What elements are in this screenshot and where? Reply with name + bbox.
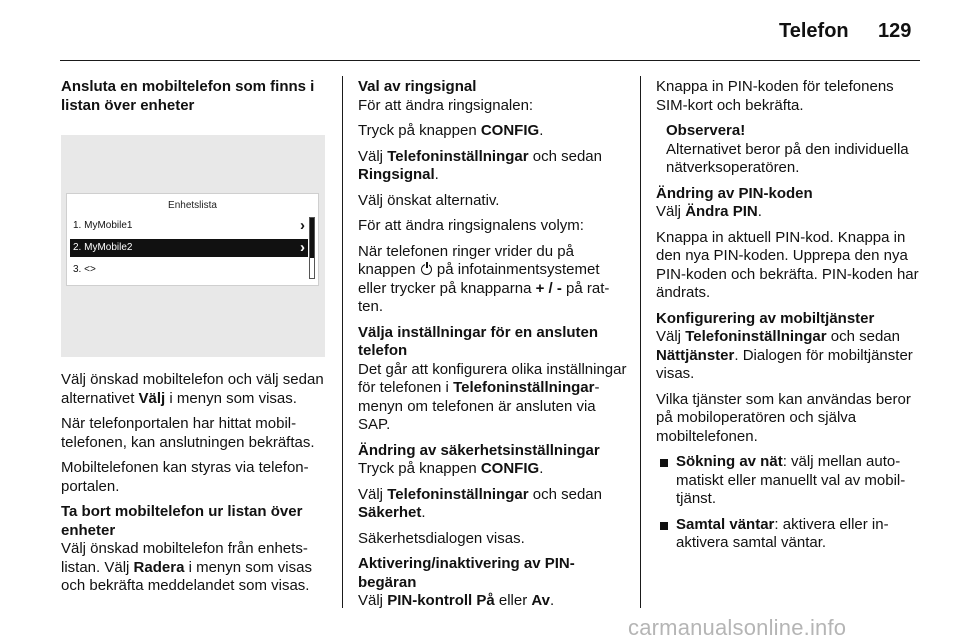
column-divider-1 xyxy=(342,76,343,608)
device-list-item-label: 1. MyMobile1 xyxy=(73,220,133,231)
note-text: Alternativet beror på den individuella nätverksoperatören. xyxy=(666,140,909,176)
section-heading: Ändring av PIN-koden xyxy=(656,184,813,202)
column-3 xyxy=(656,78,922,560)
section-heading: Aktivering/inaktivering av PIN-begäran xyxy=(358,555,575,591)
device-list-screen-image xyxy=(61,135,325,357)
section-heading: Ändring av säkerhetsinställningar xyxy=(358,441,600,459)
device-list-item xyxy=(70,261,308,279)
note-box xyxy=(656,122,922,178)
list-item: Samtal väntar: aktivera eller inaktivera samtal väntar. xyxy=(658,516,922,553)
paragraph: När telefonen ringer vrider du på knappen på infotainmentsystemet eller trycker på knapparna + / - på ratten. xyxy=(358,242,610,315)
section-heading: Välja inställningar för en ansluten telefon xyxy=(358,323,599,359)
paragraph: Tryck på knappen CONFIG. xyxy=(358,122,544,139)
power-knob-icon xyxy=(421,264,432,275)
paragraph: Välj Telefoninställningar och sedan Ringsignal. xyxy=(358,147,602,183)
paragraph: Det går att konfigurera olika inställningar för telefonen i Telefoninställningar-menyn om telefonen är ansluten via SAP. xyxy=(358,360,627,433)
paragraph: Säkerhetsdialogen visas. xyxy=(358,529,525,547)
paragraph: För att ändra ringsignalens volym: xyxy=(358,217,584,234)
paragraph: Tryck på knappen CONFIG. xyxy=(358,460,544,477)
column-1 xyxy=(61,78,325,603)
paragraph: Välj önskad mobiltelefon och välj sedan alternativet Välj i menyn som visas. xyxy=(61,371,324,407)
paragraph: Välj önskad mobiltelefon från enhetslistan. Välj Radera i menyn som visas och bekräfta meddelandet som visas. xyxy=(61,540,312,594)
column-divider-2 xyxy=(640,76,641,608)
paragraph: Välj Ändra PIN. xyxy=(656,203,762,220)
section-heading: Val av ringsignal xyxy=(358,78,477,95)
chevron-right-icon: › xyxy=(300,217,305,234)
page-title: Telefon xyxy=(779,20,849,42)
watermark: carmanualsonline.info xyxy=(628,615,847,640)
page-number: 129 xyxy=(878,20,912,42)
bullet-square-icon xyxy=(660,522,668,530)
device-list-title: Enhetslista xyxy=(168,200,217,211)
paragraph: När telefonportalen har hittat mobiltelefonen, kan anslutningen bekräftas. xyxy=(61,415,315,451)
note-title: Observera! xyxy=(666,122,746,139)
column-2 xyxy=(358,78,628,618)
section-heading: Ansluta en mobiltelefon som finns i listan över enheter xyxy=(61,78,315,114)
header-divider xyxy=(60,60,920,61)
paragraph: Välj önskat alternativ. xyxy=(358,191,500,209)
list-item: Sökning av nät: välj mellan automatiskt eller manuellt val av mobiltjänst. xyxy=(658,453,922,509)
device-list-scrollbar xyxy=(309,217,315,279)
paragraph: Knappa in PIN-koden för telefonens SIM-kort och bekräfta. xyxy=(656,78,894,114)
paragraph: Mobiltelefonen kan styras via telefonportalen. xyxy=(61,459,309,495)
bullet-square-icon xyxy=(660,459,668,467)
paragraph: Välj Telefoninställningar och sedan Säkerhet. xyxy=(358,485,602,521)
device-list-item-selected xyxy=(70,239,308,257)
paragraph: Välj Telefoninställningar och sedan Nättjänster. Dialogen för mobiltjänster visas. xyxy=(656,328,913,382)
paragraph: Knappa in aktuell PIN-kod. Knappa in den nya PIN-koden. Upprepa den nya PIN-koden och bekräfta. PIN-koden har ändrats. xyxy=(656,228,919,301)
paragraph: Välj PIN-kontroll På eller Av. xyxy=(358,592,555,609)
chevron-right-icon: › xyxy=(300,239,305,256)
section-heading: Ta bort mobiltelefon ur listan över enheter xyxy=(61,503,303,539)
device-list-item-label: 2. MyMobile2 xyxy=(73,242,133,253)
device-list-item xyxy=(70,217,308,235)
device-list-item-label: 3. <> xyxy=(73,264,96,275)
scrollbar-thumb xyxy=(310,218,314,258)
paragraph: Vilka tjänster som kan användas beror på mobiloperatören och själva mobiltelefonen. xyxy=(656,390,911,445)
section-heading: Konfigurering av mobiltjänster xyxy=(656,309,875,327)
device-list-panel xyxy=(66,193,319,286)
paragraph: För att ändra ringsignalen: xyxy=(358,96,534,114)
